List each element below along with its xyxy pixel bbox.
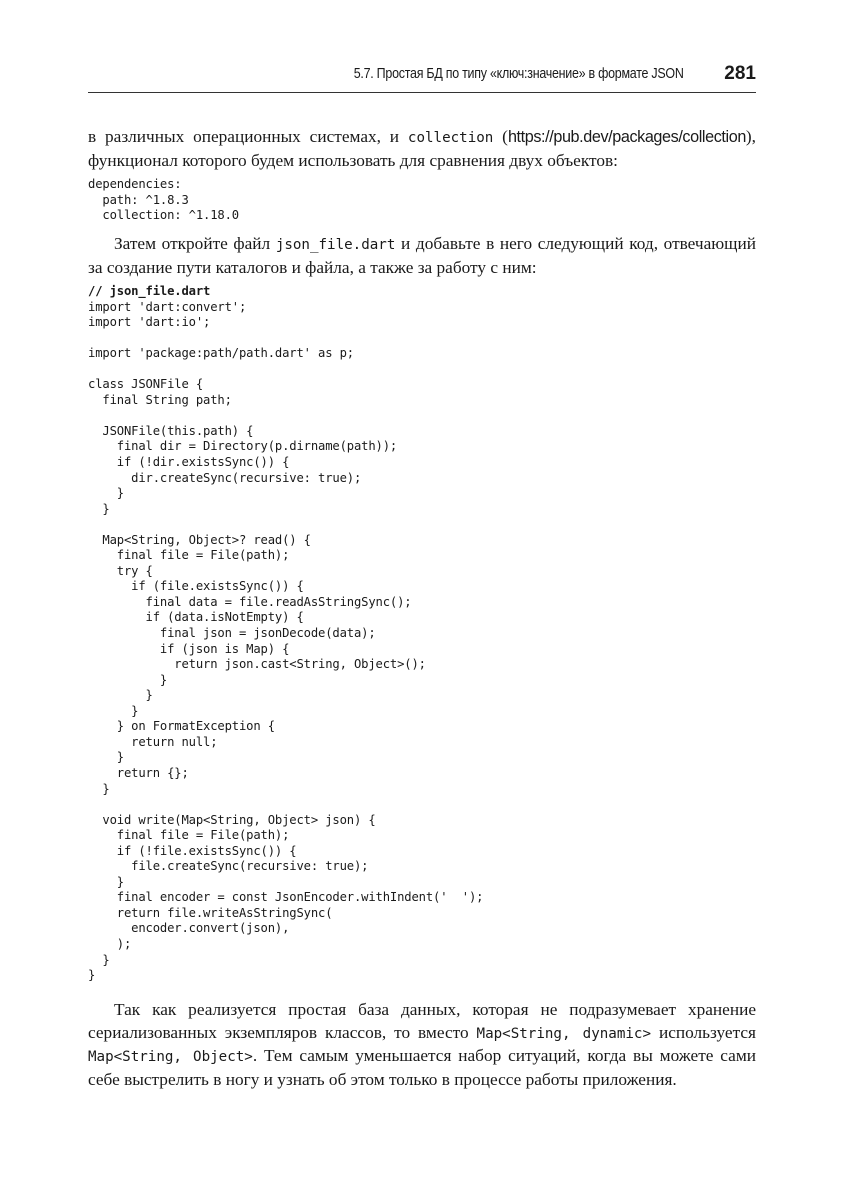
code-line <box>88 408 483 424</box>
code-line: ); <box>88 936 132 951</box>
code-line: } on FormatException { <box>88 719 275 734</box>
instruction-paragraph <box>88 233 756 279</box>
code-line: } <box>88 672 168 687</box>
code-line: encoder.convert(json), <box>88 921 290 936</box>
inline-code: collection <box>407 130 494 146</box>
code-line <box>88 331 483 347</box>
running-header <box>88 62 756 93</box>
code-line: import 'dart:io'; <box>88 315 211 330</box>
paragraph-text: Затем откройте файл <box>114 234 276 253</box>
code-line: } <box>88 688 153 703</box>
intro-text: ), функционал которого будем использовать для сравнения двух объектов: <box>88 127 756 170</box>
code-line <box>88 517 483 533</box>
intro-text: ( <box>493 127 508 146</box>
inline-code: Map<String, Object> <box>88 1049 253 1066</box>
intro-paragraph <box>88 126 756 172</box>
url-link[interactable]: https://pub.dev/packages/collection <box>507 128 746 146</box>
code-line: file.createSync(recursive: true); <box>88 859 369 874</box>
code-line: try { <box>88 563 153 578</box>
code-line: final dir = Directory(p.dirname(path)); <box>88 439 398 454</box>
code-line: Map<String, Object>? read() { <box>88 532 311 547</box>
section-title: 5.7. Простая БД по типу «ключ:значение» в формате JSON <box>354 66 684 82</box>
code-line: } <box>88 952 110 967</box>
code-line: // json_file.dart <box>88 284 211 298</box>
code-line: return null; <box>88 734 218 749</box>
code-line: return file.writeAsStringSync( <box>88 905 333 920</box>
code-line: } <box>88 781 110 796</box>
code-line: final file = File(path); <box>88 828 290 843</box>
code-line: import 'package:path/path.dart' as p; <box>88 346 354 361</box>
paragraph-text: используется <box>651 1022 756 1042</box>
code-line: JSONFile(this.path) { <box>88 423 254 438</box>
code-line: return json.cast<String, Object>(); <box>88 657 426 672</box>
dependencies-code-block <box>88 177 239 224</box>
paragraph-text: и добавьте в него следующий код, отвечающий за создание пути каталогов и файла, а также за работу с ним: <box>88 234 756 277</box>
inline-code: Map<String, dynamic> <box>476 1025 652 1042</box>
code-line: } <box>88 703 139 718</box>
code-line: final data = file.readAsStringSync(); <box>88 594 412 609</box>
code-line: if (!dir.existsSync()) { <box>88 455 290 470</box>
code-line: import 'dart:convert'; <box>88 299 247 314</box>
paragraph-text: . Тем самым уменьшается набор ситуаций, когда вы можете сами себе выстрелить в ногу и узнать об этом только в процессе работы приложения. <box>88 1046 757 1089</box>
code-line <box>88 797 483 813</box>
code-line: void write(Map<String, Object> json) { <box>88 812 376 827</box>
code-line: final String path; <box>88 392 232 407</box>
code-line: if (data.isNotEmpty) { <box>88 610 304 625</box>
json-file-code-block <box>88 284 483 984</box>
code-line: } <box>88 968 96 983</box>
code-line: final file = File(path); <box>88 548 290 563</box>
code-line: path: ^1.8.3 <box>88 192 189 207</box>
code-line: if (file.existsSync()) { <box>88 579 304 594</box>
code-line: } <box>88 486 124 501</box>
page-number: 281 <box>724 63 756 84</box>
code-line: return {}; <box>88 765 189 780</box>
code-line: final encoder = const JsonEncoder.withIndent(' '); <box>88 890 484 905</box>
intro-text: в различных операционных системах, и <box>88 127 408 146</box>
code-line: dependencies: <box>88 177 182 191</box>
code-line: if (json is Map) { <box>88 641 290 656</box>
conclusion-paragraph <box>88 999 756 1091</box>
code-line: } <box>88 750 124 765</box>
code-line <box>88 362 483 378</box>
code-line: class JSONFile { <box>88 377 203 392</box>
code-line: } <box>88 501 110 516</box>
code-line: } <box>88 874 124 889</box>
inline-code: json_file.dart <box>275 237 396 253</box>
code-line: final json = jsonDecode(data); <box>88 626 376 641</box>
code-line: dir.createSync(recursive: true); <box>88 470 362 485</box>
paragraph-text: Так как реализуется простая база данных, которая не подразумевает хранение сериализованных экземпляров классов, то вместо <box>88 1000 756 1042</box>
code-line: collection: ^1.18.0 <box>88 208 239 223</box>
code-line: if (!file.existsSync()) { <box>88 843 297 858</box>
